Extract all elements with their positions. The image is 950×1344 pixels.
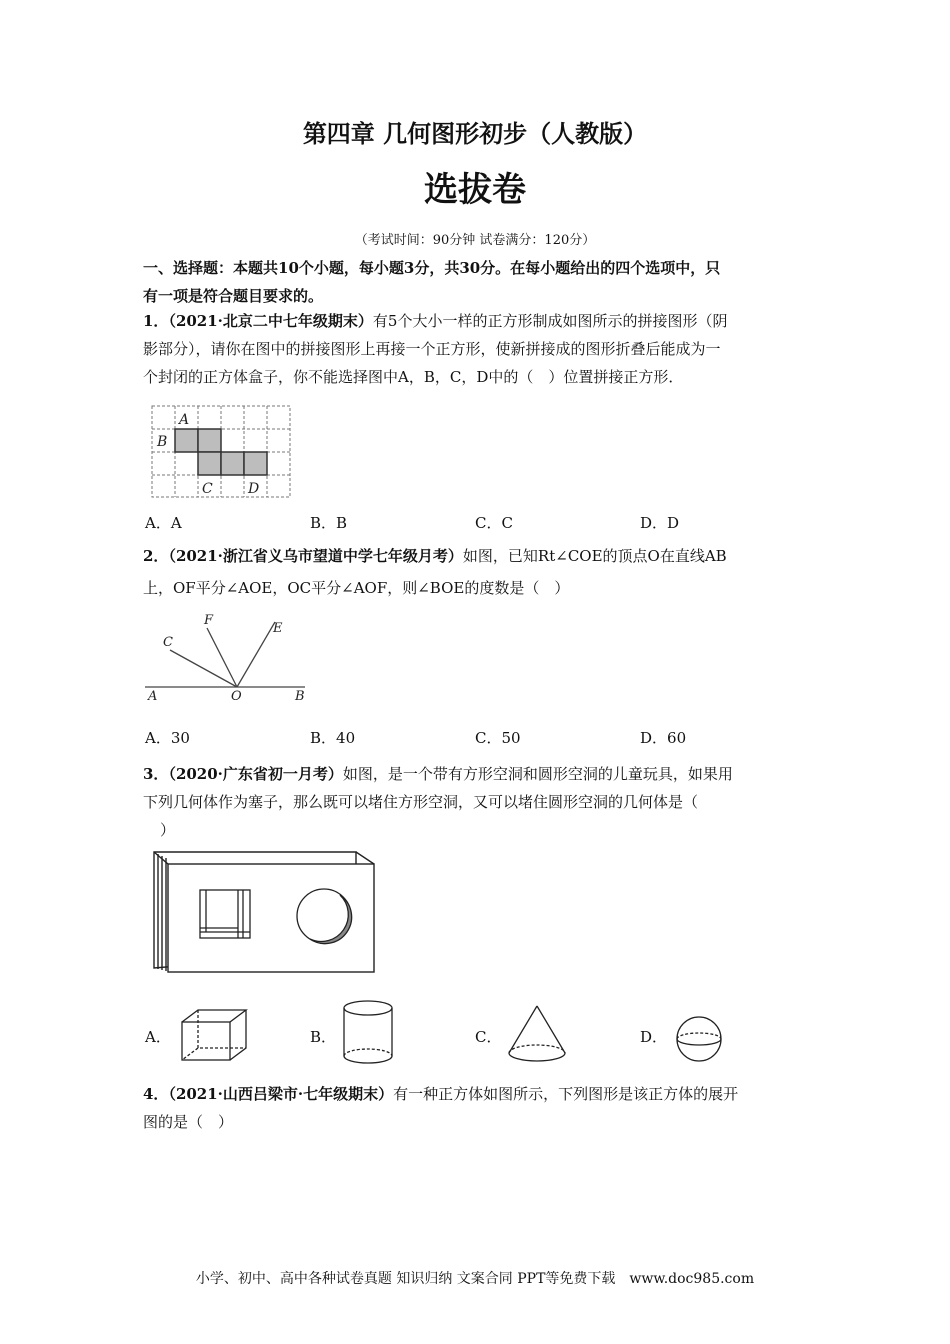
q1-shaded-squares: [175, 429, 267, 475]
q3-text: 如图，是一个带有方形空洞和圆形空洞的儿童玩具，如果用: [342, 765, 733, 783]
q3-source: （2020·广东省初一月考）: [168, 765, 343, 783]
q3-option-d[interactable]: D．: [640, 1028, 668, 1046]
q4-number: 4．: [143, 1085, 169, 1103]
q1-label-c: C: [202, 481, 213, 497]
q2-line1: [143, 542, 808, 570]
q3-option-a[interactable]: A．: [145, 1028, 171, 1046]
q1-option-a[interactable]: A．A: [145, 514, 182, 532]
q2-option-d[interactable]: D．60: [640, 729, 687, 747]
exam-info: （考试时间：90分钟 试卷满分：120分）: [354, 233, 596, 248]
q1-source: （2021·北京二中七年级期末）: [168, 312, 373, 330]
q2-source: （2021·浙江省义乌市望道中学七年级月考）: [168, 547, 463, 565]
q2-option-b[interactable]: B．40: [310, 729, 356, 747]
q1-grid-figure: [150, 404, 292, 499]
q2-label-c: C: [163, 635, 173, 650]
cube-icon: [178, 1006, 250, 1064]
q3-option-b[interactable]: B．: [310, 1028, 337, 1046]
q4-line2: 图的是（ ）: [143, 1113, 234, 1131]
q2-option-a[interactable]: A．30: [145, 729, 190, 747]
section-heading: 一、选择题：本题共10个小题，每小题3分，共30分。在每小题给出的四个选项中，只: [143, 259, 721, 277]
q1-option-d[interactable]: D．D: [640, 514, 680, 532]
q2-line2: 上，OF平分∠AOE，OC平分∠AOF，则∠BOE的度数是（ ）: [143, 579, 570, 597]
q3-round-hole: [297, 889, 352, 944]
q1-label-d: D: [248, 481, 260, 497]
q1-line1: [143, 307, 808, 335]
q2-label-a: A: [148, 689, 158, 704]
q3-line1: [143, 760, 808, 788]
q2-angle-figure: [145, 612, 310, 707]
q1-option-c[interactable]: C．C: [475, 514, 513, 532]
cone-icon: [505, 1003, 569, 1065]
q3-option-c[interactable]: C．: [475, 1028, 502, 1046]
q2-number: 2．: [143, 547, 169, 565]
cylinder-icon: [340, 998, 396, 1068]
q1-option-b[interactable]: B．B: [310, 514, 348, 532]
q2-label-f: F: [204, 613, 214, 628]
q4-source: （2021·山西吕梁市·七年级期末）: [168, 1085, 394, 1103]
q3-number: 3．: [143, 765, 169, 783]
q4-line1: [143, 1080, 808, 1108]
sphere-icon: [672, 1014, 726, 1064]
q2-label-e: E: [273, 621, 283, 636]
q1-label-b: B: [157, 434, 168, 450]
q2-text: 如图，已知Rt∠COE的顶点O在直线AB: [462, 547, 727, 565]
q1-label-a: A: [179, 412, 190, 428]
page-footer: 小学、初中、高中各种试卷真题 知识归纳 文案合同 PPT等免费下载 www.doc985.com: [195, 1271, 755, 1287]
q1-line3: 个封闭的正方体盒子，你不能选择图中A，B，C，D中的（ ）位置拼接正方形．: [143, 368, 684, 386]
q1-line2: 影部分），请你在图中的拼接图形上再接一个正方形，使新拼接成的图形折叠后能成为一: [143, 340, 721, 358]
page-subtitle: 选拔卷: [424, 170, 526, 210]
page-title: 第四章 几何图形初步（人教版）: [302, 120, 648, 148]
q2-option-c[interactable]: C．50: [475, 729, 521, 747]
q1-text: 有5个大小一样的正方形制成如图所示的拼接图形（阴: [372, 312, 728, 330]
q3-line2: 下列几何体作为塞子，那么既可以堵住方形空洞，又可以堵住圆形空洞的几何体是（: [143, 793, 699, 811]
section-heading-line2: 有一项是符合题目要求的。: [143, 287, 324, 305]
q2-label-b: B: [295, 689, 305, 704]
q2-label-o: O: [231, 689, 242, 704]
q4-text: 有一种正方体如图所示，下列图形是该正方体的展开: [393, 1085, 739, 1103]
q3-toy-figure: [150, 848, 380, 976]
q1-number: 1．: [143, 312, 169, 330]
q3-line3: ）: [160, 821, 176, 839]
